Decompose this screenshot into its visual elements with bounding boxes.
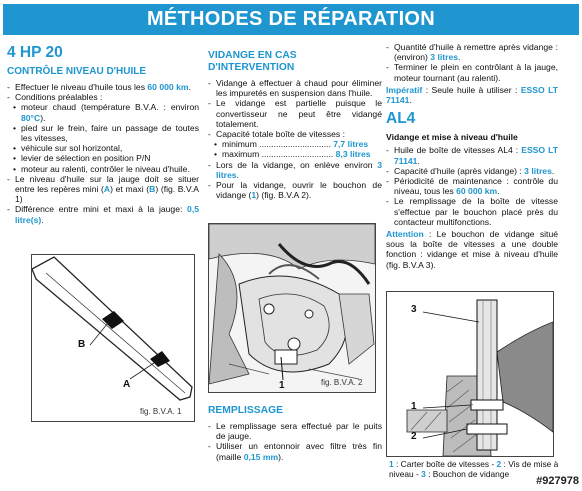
list-item: - Le remplissage sera effectué par le puits de jauge. (208, 421, 382, 441)
vidange-list (208, 78, 382, 200)
fig2-caption: fig. B.V.A. 2 (321, 378, 363, 387)
list-item: - Le remplissage de la boîte de vitesse s'effectue par le bouchon placé près du contacteur multifonctions. (386, 196, 558, 227)
list-item: - Le vidange est partielle puisque le convertisseur ne peut être vidangé totalement. (208, 98, 382, 129)
list-subitem: • pied sur le frein, faire un passage de toutes les vitesses, (7, 123, 199, 143)
imperatif-note: Impératif : Seule huile à utiliser : ESSO LT 71141. (386, 84, 558, 106)
watermark-stamp: #927978 (536, 475, 579, 487)
section-remplissage (208, 405, 382, 462)
list-item: - Conditions préalables : (7, 92, 199, 102)
section-subtitle-controle-niveau: CONTRÔLE NIVEAU D'HUILE (7, 66, 147, 77)
list-item: - Huile de boîte de vitesses AL4 : ESSO LT 71141. (386, 145, 558, 165)
section-title-4hp20: 4 HP 20 (7, 44, 63, 61)
remplissage-list (208, 421, 382, 462)
section-title-al4: AL4 (386, 110, 416, 128)
fig3-label-1: 1 (411, 401, 417, 412)
list-item: - Vidange à effectuer à chaud pour éliminer les impuretés en suspension dans l'huile. (208, 78, 382, 98)
fig3-label-3: 3 (411, 304, 417, 315)
fig1-label-b: B (78, 339, 86, 350)
controle-list (7, 82, 199, 225)
list-subitem: • maximum .............................. 8,3 litres (208, 149, 382, 159)
list-item: - Capacité d'huile (après vidange) : 3 litres. (386, 166, 558, 176)
list-item: - Effectuer le niveau d'huile tous les 60 000 km. (7, 82, 199, 92)
list-subitem: • véhicule sur sol horizontal, (7, 143, 199, 153)
page-banner: MÉTHODES DE RÉPARATION (3, 4, 579, 35)
figure-al4-section (386, 291, 554, 457)
fig3-caption: 1 : Carter boîte de vitesses - 2 : Vis de mise à niveau - 3 : Bouchon de vidange (389, 459, 559, 479)
list-item: - Le niveau d'huile sur la jauge doit se situer entre les repères mini (A) et maxi (B) (fig. B.V.A 1) (7, 174, 199, 205)
gearbox-photo-illustration (209, 224, 375, 392)
list-item: - Capacité totale boîte de vitesses : (208, 129, 382, 139)
remplissage-cont-list (386, 42, 558, 83)
list-subitem: • minimum .............................. 7,7 litres (208, 139, 382, 149)
fig1-caption: fig. B.V.A. 1 (140, 407, 182, 416)
list-subitem: • levier de sélection en position P/N (7, 153, 199, 163)
attention-note: Attention : Le bouchon de vidange situé sous la boîte de vitesses a une double fonction : vidange et mise à niveau d'huile (fig. B.V.A 3). (386, 229, 558, 270)
list-item: - Lors de la vidange, on enlève environ 3 litres. (208, 160, 382, 180)
column-al4 (386, 42, 558, 270)
fig3-label-2: 2 (411, 431, 417, 442)
dipstick-illustration (32, 255, 194, 421)
list-item: - Différence entre mini et maxi à la jauge: 0,5 litre(s). (7, 204, 199, 224)
figure-dipstick (31, 254, 195, 422)
column-vidange (208, 50, 382, 200)
list-item: - Quantité d'huile à remettre après vidange : (environ) 3 litres. (386, 42, 558, 62)
list-item: - Pour la vidange, ouvrir le bouchon de vidange (1) (fig. B.V.A 2). (208, 180, 382, 200)
figure-gearbox-drain (208, 223, 376, 393)
fig1-label-a: A (123, 379, 131, 390)
list-item: - Terminer le plein en contrôlant à la jauge, moteur tournant (au ralenti). (386, 62, 558, 82)
list-subitem: • moteur chaud (température B.V.A. : environ 80°C). (7, 102, 199, 122)
section-title-remplissage: REMPLISSAGE (208, 405, 283, 416)
al4-list (386, 145, 558, 227)
list-subitem: • moteur au ralenti, contrôler le niveau d'huile. (7, 164, 199, 174)
fig2-label-1: 1 (279, 380, 285, 391)
list-item: - Utiliser un entonnoir avec filtre très fin (maille 0,15 mm). (208, 441, 382, 461)
column-4hp20 (7, 44, 199, 225)
list-item: - Périodicité de maintenance : contrôle du niveau, tous les 60 000 km. (386, 176, 558, 196)
section-subtitle-vidange-al4: Vidange et mise à niveau d'huile (386, 132, 518, 143)
section-title-vidange: VIDANGE EN CAS D'INTERVENTION (208, 50, 297, 73)
